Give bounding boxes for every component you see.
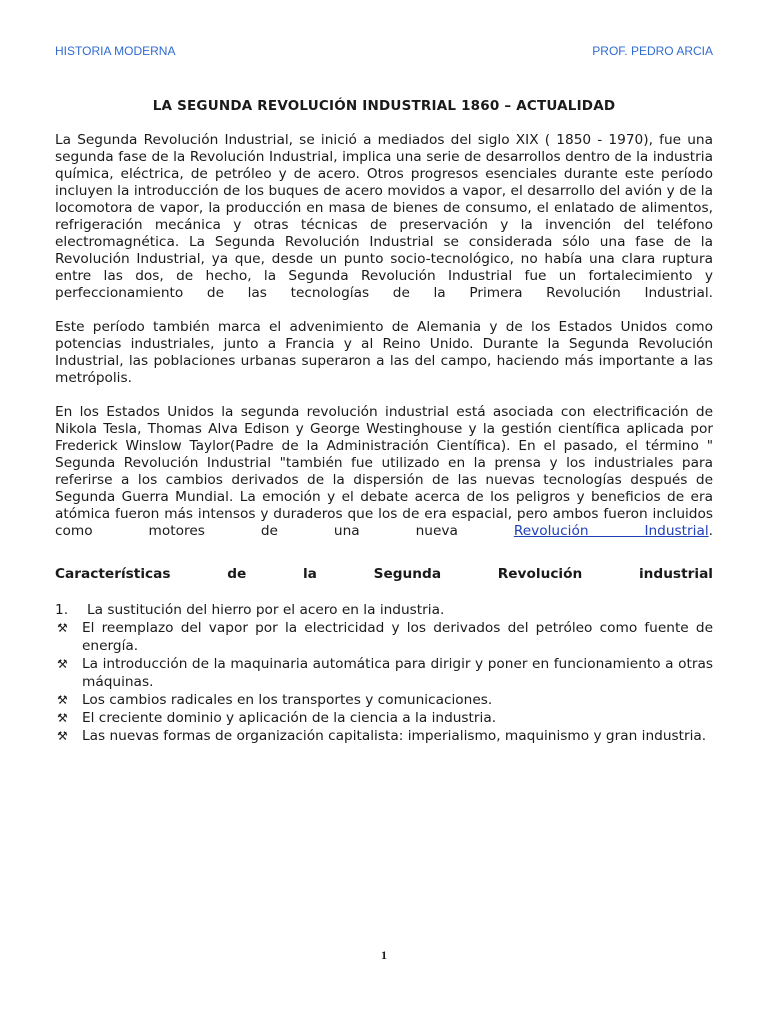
section-heading: Características de la Segunda Revolución industrial bbox=[55, 566, 713, 582]
page-header bbox=[55, 44, 713, 60]
list-item-text: El creciente dominio y aplicación de la ciencia a la industria. bbox=[82, 710, 497, 726]
paragraph-1: La Segunda Revolución Industrial, se inició a mediados del siglo XIX ( 1850 - 1970), fue una segunda fase de la Revolución Industrial, implica una serie de desarrollos dentro de la industria química, eléctrica, de petróleo y de acero. Otros progresos esenciales durante este período incluyen la introducción de los buques de acero movidos a vapor, el desarrollo del avión y de la locomotora de vapor, la producción en masa de bienes de consumo, el enlatado de alimentos, refrigeración mecánica y otras técnicas de preservación y la invención del teléfono electromagnética. La Segunda Revolución Industrial se considerada sólo una fase de la Revolución Industrial, ya que, desde un punto socio-tecnológico, no había una clara ruptura entre las dos, de hecho, la Segunda Revolución Industrial fue un fortalecimiento y perfeccionamiento de las tecnologías de la Primera Revolución Industrial. bbox=[55, 132, 713, 301]
list-item bbox=[55, 619, 713, 655]
hammer-wrench-icon: ⚒ bbox=[57, 711, 68, 725]
paragraph-3-suffix: . bbox=[708, 523, 713, 539]
header-course: HISTORIA MODERNA bbox=[55, 44, 176, 58]
hammer-wrench-icon: ⚒ bbox=[57, 621, 68, 635]
list-item bbox=[55, 655, 713, 691]
list-item bbox=[55, 727, 713, 745]
paragraph-3 bbox=[55, 404, 713, 540]
hammer-wrench-icon: ⚒ bbox=[57, 693, 68, 707]
header-professor: PROF. PEDRO ARCIA bbox=[592, 44, 713, 58]
paragraph-3-text: En los Estados Unidos la segunda revolución industrial está asociada con electrificación de Nikola Tesla, Thomas Alva Edison y George Westinghouse y la gestión científica aplicada por Frederick Winslow Taylor(Padre de la Administración Científica). En el pasado, el término " Segunda Revolución Industrial "también fue utilizado en la prensa y los industriales para referirse a los cambios derivados de la dispersión de las nuevas tecnologías después de Segunda Guerra Mundial. La emoción y el debate acerca de los peligros y beneficios de era atómica fueron más intensos y duraderos que los de era espacial, pero ambos fueron incluidos como motores de una nueva bbox=[55, 404, 713, 539]
list-item-text: Los cambios radicales en los transportes y comunicaciones. bbox=[82, 692, 493, 708]
hammer-wrench-icon: ⚒ bbox=[57, 729, 68, 743]
list-item-text: La sustitución del hierro por el acero en la industria. bbox=[87, 602, 445, 618]
document-title: LA SEGUNDA REVOLUCIÓN INDUSTRIAL 1860 – ACTUALIDAD bbox=[152, 98, 616, 114]
paragraph-2: Este período también marca el advenimiento de Alemania y de los Estados Unidos como potencias industriales, junto a Francia y al Reino Unido. Durante la Segunda Revolución Industrial, las poblaciones urbanas superaron a las del campo, haciendo más importante a las metrópolis. bbox=[55, 319, 713, 386]
revolucion-industrial-link[interactable]: Revolución Industrial bbox=[513, 523, 709, 539]
page-number: 1 bbox=[381, 948, 387, 962]
list-item bbox=[55, 691, 713, 709]
list-item-text: El reemplazo del vapor por la electricidad y los derivados del petróleo como fuente de energía. bbox=[82, 620, 713, 654]
list-item bbox=[55, 709, 713, 727]
characteristics-list bbox=[55, 601, 713, 745]
list-item-text: Las nuevas formas de organización capitalista: imperialismo, maquinismo y gran industria. bbox=[82, 728, 707, 744]
list-number: 1. bbox=[55, 602, 69, 618]
list-item-text: La introducción de la maquinaria automática para dirigir y poner en funcionamiento a otras máquinas. bbox=[82, 656, 713, 690]
list-item bbox=[55, 601, 713, 619]
document-body bbox=[55, 132, 713, 745]
hammer-wrench-icon: ⚒ bbox=[57, 657, 68, 671]
